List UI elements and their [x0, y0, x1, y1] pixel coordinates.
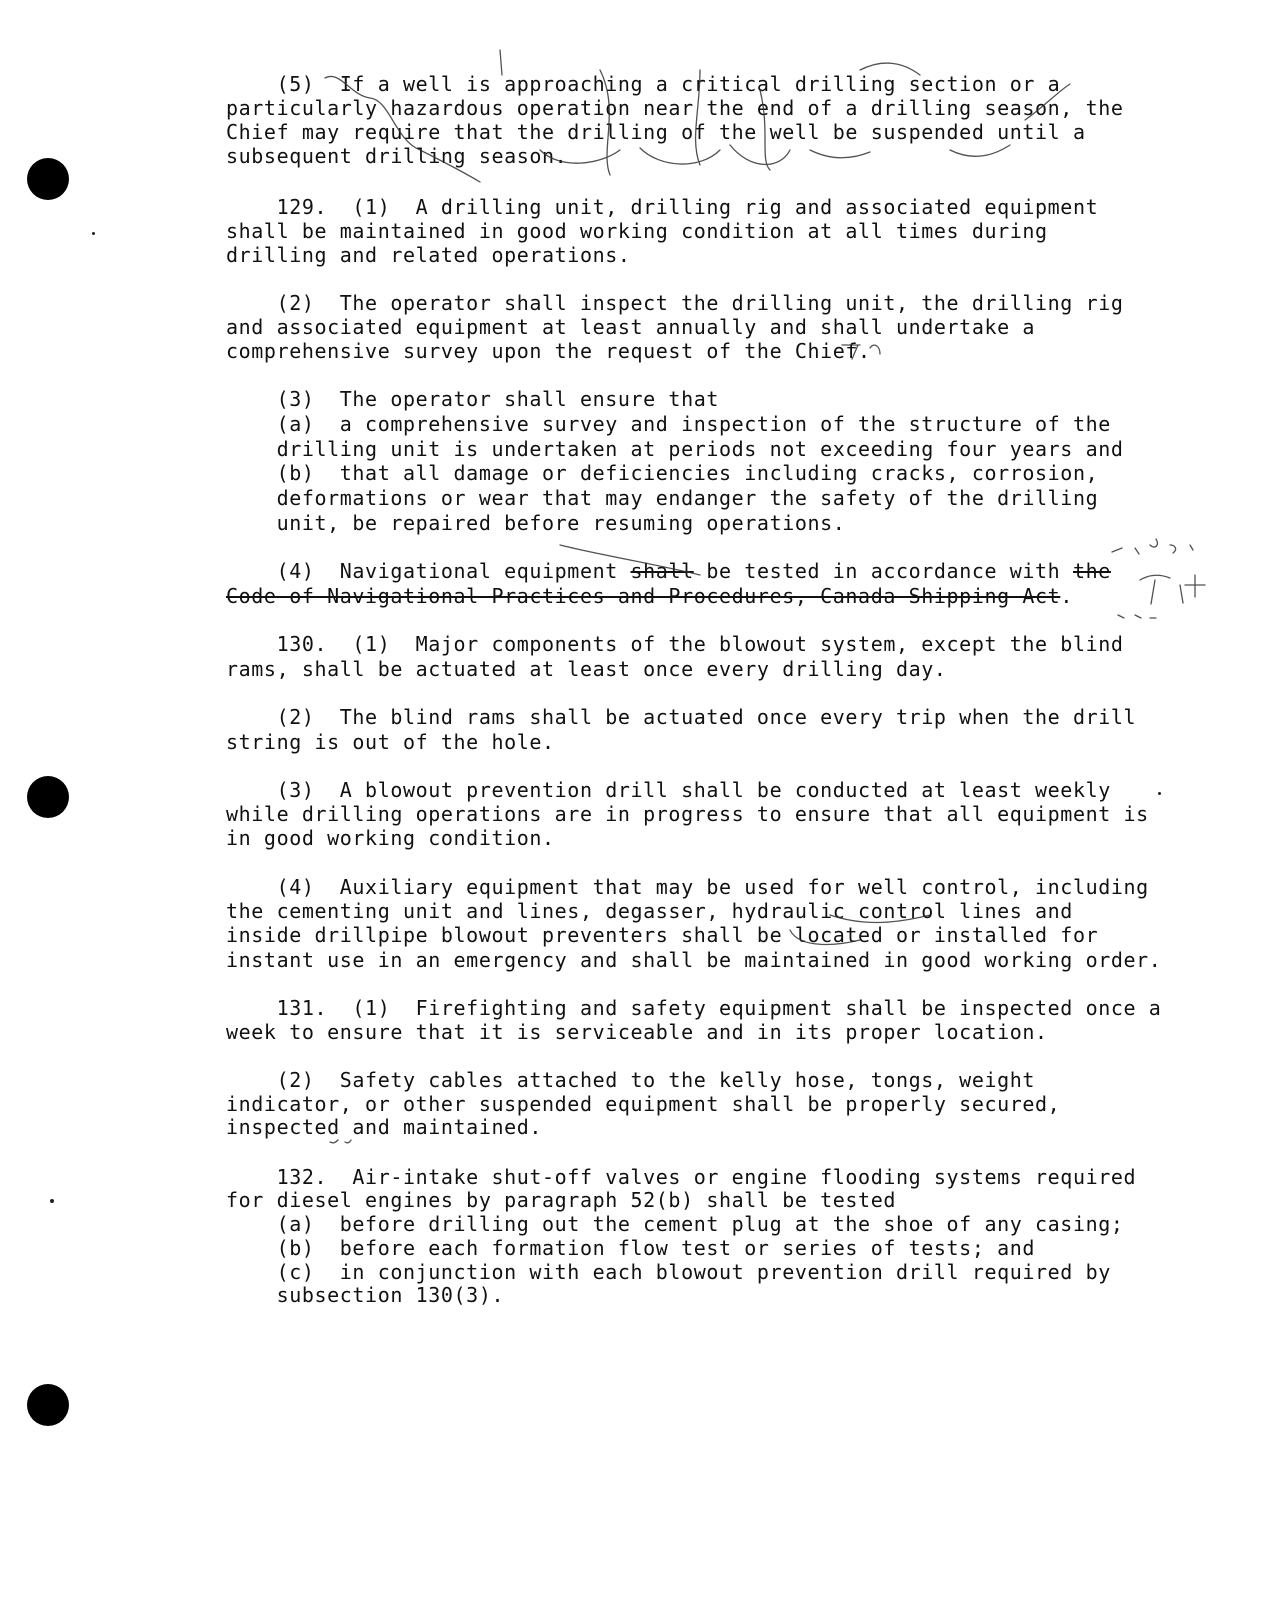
stray-mark — [1158, 792, 1161, 795]
text-line: drilling unit is undertaken at periods not exceeding four years and — [226, 437, 1124, 461]
text-line: 131. (1) Firefighting and safety equipment shall be inspected once a — [226, 996, 1162, 1020]
text-line: (2) The operator shall inspect the drilling unit, the drilling rig — [226, 291, 1124, 315]
text-line: (2) The blind rams shall be actuated once every trip when the drill — [226, 705, 1137, 729]
text-line: (a) before drilling out the cement plug at the shoe of any casing; — [226, 1212, 1124, 1236]
binder-hole-bottom — [27, 1384, 69, 1426]
text-line: (5) If a well is approaching a critical drilling section or a — [226, 72, 1061, 96]
text-line: (b) that all damage or deficiencies including cracks, corrosion, — [226, 461, 1099, 485]
text-line: comprehensive survey upon the request of the Chief. — [226, 339, 871, 363]
binder-hole-middle — [27, 776, 69, 818]
text-line: 129. (1) A drilling unit, drilling rig and associated equipment — [226, 195, 1099, 219]
text-line: while drilling operations are in progress to ensure that all equipment is — [226, 802, 1149, 826]
text-line: particularly hazardous operation near the end of a drilling season, the — [226, 96, 1124, 120]
text-line: inspected and maintained. — [226, 1115, 543, 1139]
text-line: shall be maintained in good working condition at all times during — [226, 219, 1048, 243]
text-line: 130. (1) Major components of the blowout system, except the blind — [226, 632, 1124, 656]
text-line: inside drillpipe blowout preventers shall be located or installed for — [226, 923, 1099, 947]
struck-text: shall — [630, 559, 694, 583]
binder-hole-top — [27, 158, 69, 200]
text-line: subsequent drilling season. — [226, 144, 568, 168]
text-line: 132. Air-intake shut-off valves or engine flooding systems required — [226, 1165, 1137, 1189]
text-line: (c) in conjunction with each blowout prevention drill required by — [226, 1260, 1111, 1284]
text-line: (a) a comprehensive survey and inspection of the structure of the — [226, 412, 1111, 436]
struck-text: Code of Navigational Practices and Procedures, Canada Shipping Act — [226, 584, 1061, 608]
text-line: in good working condition. — [226, 826, 555, 850]
text-line: for diesel engines by paragraph 52(b) shall be tested — [226, 1188, 896, 1212]
text-line: unit, be repaired before resuming operations. — [226, 511, 846, 535]
text-line: Code of Navigational Practices and Procedures, Canada Shipping Act. — [226, 584, 1073, 608]
stray-mark — [92, 232, 95, 235]
text-line: the cementing unit and lines, degasser, hydraulic control lines and — [226, 899, 1073, 923]
text-line: (2) Safety cables attached to the kelly hose, tongs, weight — [226, 1068, 1036, 1092]
struck-text: the — [1072, 559, 1111, 583]
stray-mark — [50, 1199, 54, 1203]
text-line: (4) Auxiliary equipment that may be used for well control, including — [226, 875, 1149, 899]
text-line: (3) A blowout prevention drill shall be conducted at least weekly — [226, 778, 1111, 802]
text-line: and associated equipment at least annually and shall undertake a — [226, 315, 1036, 339]
text-line: string is out of the hole. — [226, 730, 555, 754]
text-line: Chief may require that the drilling of the well be suspended until a — [226, 120, 1086, 144]
text-line: deformations or wear that may endanger the safety of the drilling — [226, 486, 1099, 510]
text-line: (4) Navigational equipment shall be tested in accordance with the — [226, 559, 1111, 583]
text-line: drilling and related operations. — [226, 243, 631, 267]
text-line: week to ensure that it is serviceable and in its proper location. — [226, 1020, 1048, 1044]
text-line: (b) before each formation flow test or series of tests; and — [226, 1236, 1036, 1260]
text-line: instant use in an emergency and shall be maintained in good working order. — [226, 948, 1162, 972]
text-line: (3) The operator shall ensure that — [226, 387, 719, 411]
text-line: subsection 130(3). — [226, 1283, 505, 1307]
text-line: rams, shall be actuated at least once every drilling day. — [226, 657, 947, 681]
text-line: indicator, or other suspended equipment shall be properly secured, — [226, 1092, 1061, 1116]
